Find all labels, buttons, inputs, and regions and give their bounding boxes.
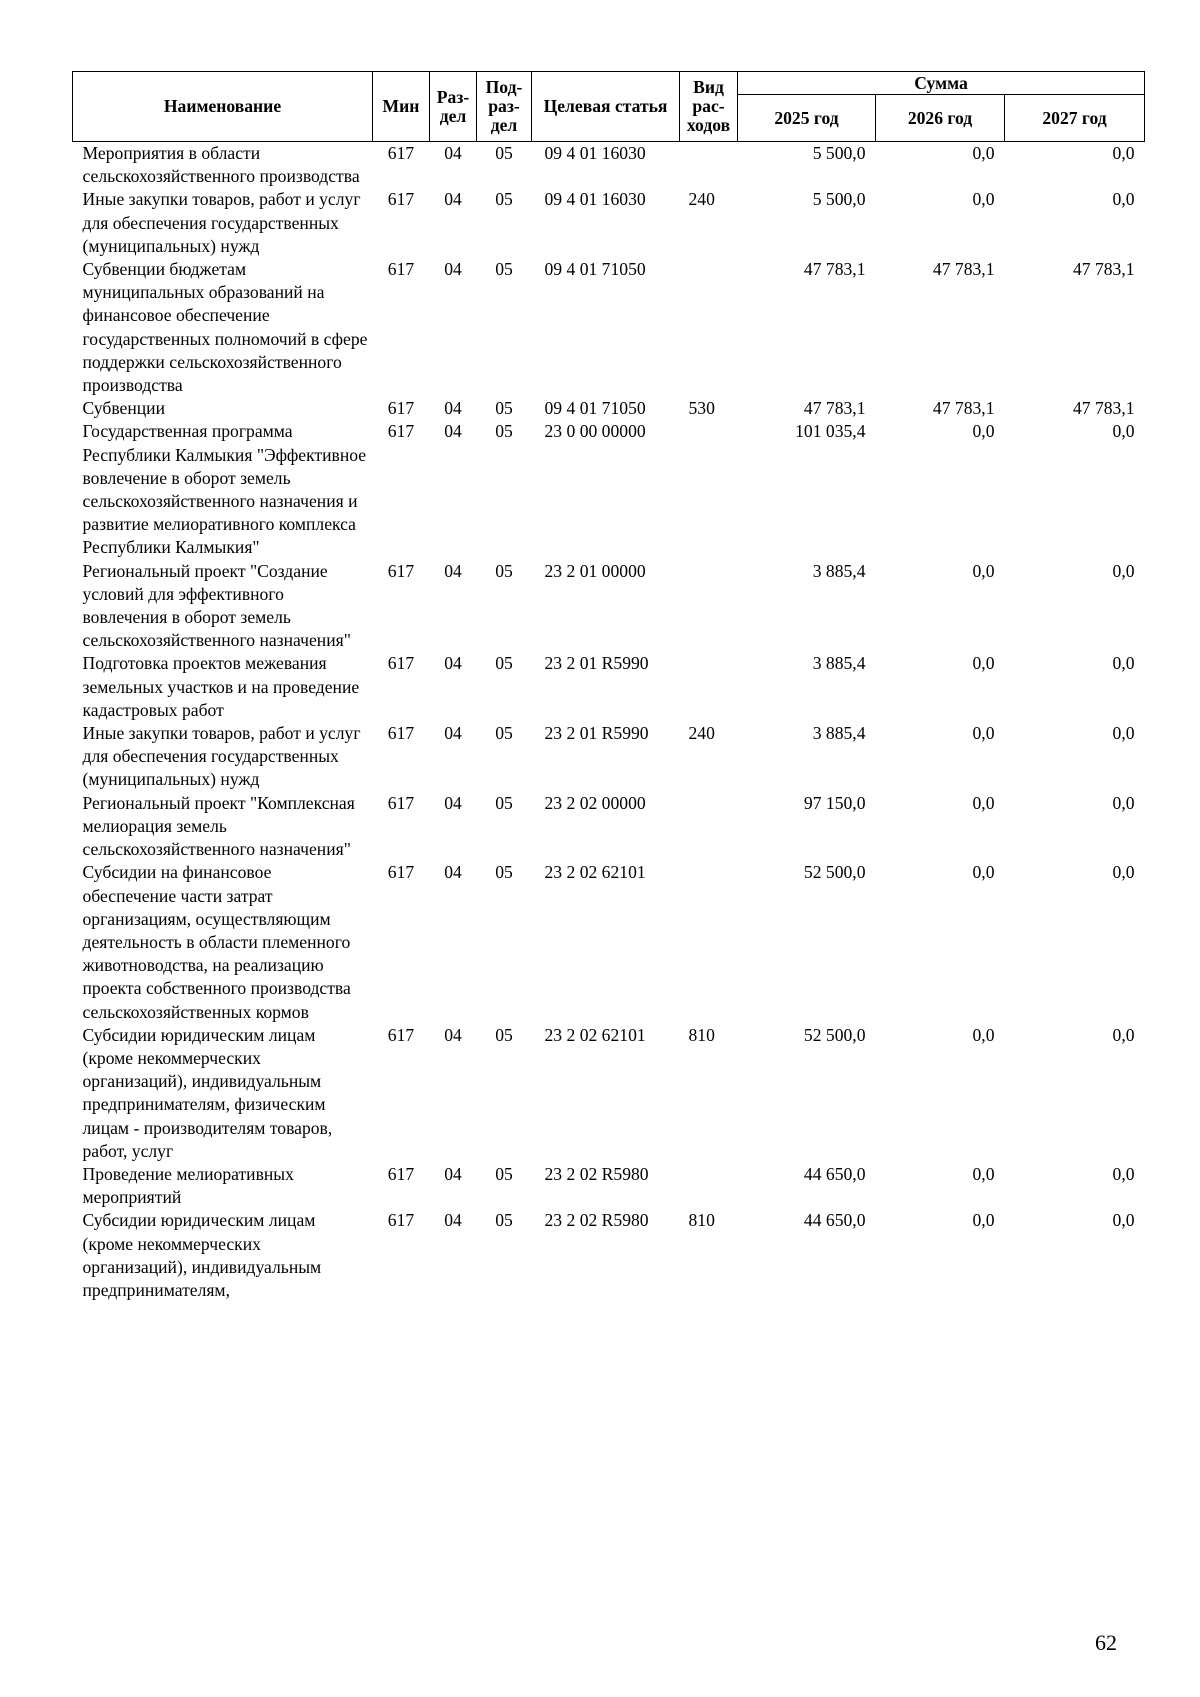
row-sum-2026: 0,0 <box>972 723 995 744</box>
row-razdel: 04 <box>444 792 462 813</box>
row-sum-2026: 0,0 <box>972 421 995 442</box>
row-razdel: 04 <box>444 1210 462 1231</box>
header-summa: Сумма <box>738 72 1145 95</box>
row-vid-rashodov <box>680 861 738 1023</box>
row-sum-2026: 0,0 <box>972 653 995 674</box>
row-podrazdel: 05 <box>495 653 513 674</box>
table-row <box>73 397 1145 420</box>
row-sum-2026: 0,0 <box>972 862 995 883</box>
row-name: Субсидии юридическим лицам (кроме некоммерческих организаций), индивидуальным предпринимателям, физическим лицам - производителям товаров, работ, услуг <box>82 1024 333 1161</box>
header-year-2027: 2027 год <box>1005 95 1145 142</box>
row-name: Субвенции <box>82 398 165 419</box>
row-podrazdel: 05 <box>495 1163 513 1184</box>
row-sum-2025: 52 500,0 <box>803 1024 866 1045</box>
row-celevaya-statya: 09 4 01 71050 <box>544 398 646 419</box>
header-min: Мин <box>373 72 430 142</box>
row-name: Проведение мелиоративных мероприятий <box>82 1163 294 1208</box>
row-sum-2027: 47 783,1 <box>1072 398 1135 419</box>
row-razdel: 04 <box>444 398 462 419</box>
row-name: Иные закупки товаров, работ и услуг для обеспечения государственных (муниципальных) нужд <box>82 723 361 790</box>
row-celevaya-statya: 23 2 02 00000 <box>544 792 646 813</box>
row-min: 617 <box>387 723 415 744</box>
row-sum-2025: 52 500,0 <box>803 862 866 883</box>
row-sum-2025: 3 885,4 <box>812 560 866 581</box>
row-razdel: 04 <box>444 259 462 280</box>
row-sum-2026: 0,0 <box>972 792 995 813</box>
row-sum-2027: 47 783,1 <box>1072 259 1135 280</box>
row-sum-2025: 3 885,4 <box>812 653 866 674</box>
row-sum-2025: 5 500,0 <box>812 189 866 210</box>
row-vid-rashodov: 810 <box>688 1210 715 1231</box>
row-sum-2027: 0,0 <box>1112 143 1135 163</box>
row-vid-rashodov: 810 <box>688 1024 715 1045</box>
row-min: 617 <box>387 1024 415 1045</box>
row-sum-2025: 5 500,0 <box>812 143 866 163</box>
row-name: Региональный проект "Создание условий для эффективного вовлечения в оборот земель сельскохозяйственного назначения" <box>82 560 351 651</box>
table-row <box>73 560 1145 653</box>
row-min: 617 <box>387 143 415 163</box>
table-row <box>73 722 1145 792</box>
row-celevaya-statya: 23 2 02 R5980 <box>544 1163 649 1184</box>
row-name: Субсидии юридическим лицам (кроме некоммерческих организаций), индивидуальным предпринимателям, <box>82 1210 322 1300</box>
row-sum-2027: 0,0 <box>1112 560 1135 581</box>
header-name: Наименование <box>73 72 373 142</box>
table-row <box>73 1163 1145 1209</box>
table-row <box>73 861 1145 1023</box>
row-sum-2026: 0,0 <box>972 189 995 210</box>
row-sum-2026: 0,0 <box>972 560 995 581</box>
row-sum-2025: 44 650,0 <box>803 1163 866 1184</box>
table-row <box>73 258 1145 397</box>
row-podrazdel: 05 <box>495 862 513 883</box>
row-celevaya-statya: 23 2 02 R5980 <box>544 1210 649 1231</box>
row-razdel: 04 <box>444 421 462 442</box>
row-name: Региональный проект "Комплексная мелиорация земель сельскохозяйственного назначения" <box>82 792 355 860</box>
row-sum-2025: 47 783,1 <box>803 398 866 419</box>
row-celevaya-statya: 09 4 01 16030 <box>544 189 646 210</box>
row-vid-rashodov: 240 <box>688 723 715 744</box>
row-podrazdel: 05 <box>495 259 513 280</box>
row-name: Субсидии на финансовое обеспечение части затрат организациям, осуществляющим деятельность в области племенного животноводства, на реализацию проекта собственного производства сельскохозяйственных кормов <box>82 862 351 1022</box>
row-min: 617 <box>387 653 415 674</box>
table-row <box>73 142 1145 189</box>
row-sum-2026: 47 783,1 <box>932 259 995 280</box>
row-podrazdel: 05 <box>495 560 513 581</box>
row-razdel: 04 <box>444 862 462 883</box>
header-podrazdel: Под-раз-дел <box>477 72 532 142</box>
row-sum-2027: 0,0 <box>1112 421 1135 442</box>
row-vid-rashodov <box>680 560 738 653</box>
table-row <box>73 188 1145 258</box>
row-min: 617 <box>387 259 415 280</box>
row-podrazdel: 05 <box>495 1024 513 1045</box>
row-razdel: 04 <box>444 723 462 744</box>
row-sum-2027: 0,0 <box>1112 1024 1135 1045</box>
row-sum-2025: 44 650,0 <box>803 1210 866 1231</box>
row-podrazdel: 05 <box>495 792 513 813</box>
row-name: Мероприятия в области сельскохозяйственного производства <box>82 143 360 187</box>
row-name: Иные закупки товаров, работ и услуг для обеспечения государственных (муниципальных) нужд <box>82 189 361 256</box>
row-vid-rashodov <box>680 792 738 862</box>
row-min: 617 <box>387 398 415 419</box>
row-podrazdel: 05 <box>495 421 513 442</box>
row-min: 617 <box>387 421 415 442</box>
row-sum-2026: 0,0 <box>972 143 995 163</box>
table-row <box>73 652 1145 722</box>
header-year-2026: 2026 год <box>876 95 1005 142</box>
row-name: Субвенции бюджетам муниципальных образований на финансовое обеспечение государственных полномочий в сфере поддержки сельскохозяйственного производства <box>82 259 368 396</box>
row-razdel: 04 <box>444 1163 462 1184</box>
row-min: 617 <box>387 1210 415 1231</box>
header-year-2025: 2025 год <box>738 95 876 142</box>
row-podrazdel: 05 <box>495 143 513 163</box>
row-sum-2027: 0,0 <box>1112 1163 1135 1184</box>
row-razdel: 04 <box>444 143 462 163</box>
row-sum-2025: 101 035,4 <box>795 421 866 442</box>
row-min: 617 <box>387 560 415 581</box>
row-sum-2027: 0,0 <box>1112 653 1135 674</box>
row-celevaya-statya: 23 2 02 62101 <box>544 862 646 883</box>
row-vid-rashodov <box>680 652 738 722</box>
row-razdel: 04 <box>444 189 462 210</box>
row-vid-rashodov <box>680 420 738 559</box>
row-razdel: 04 <box>444 560 462 581</box>
row-sum-2025: 3 885,4 <box>812 723 866 744</box>
row-min: 617 <box>387 862 415 883</box>
row-sum-2026: 0,0 <box>972 1210 995 1231</box>
row-celevaya-statya: 23 2 01 00000 <box>544 560 646 581</box>
row-sum-2027: 0,0 <box>1112 1210 1135 1231</box>
row-sum-2026: 0,0 <box>972 1163 995 1184</box>
row-vid-rashodov <box>680 142 738 189</box>
row-celevaya-statya: 23 2 02 62101 <box>544 1024 646 1045</box>
row-celevaya-statya: 09 4 01 16030 <box>544 143 646 163</box>
row-podrazdel: 05 <box>495 398 513 419</box>
row-name: Подготовка проектов межевания земельных участков и на проведение кадастровых работ <box>82 653 360 720</box>
row-sum-2027: 0,0 <box>1112 792 1135 813</box>
row-sum-2026: 0,0 <box>972 1024 995 1045</box>
table-row <box>73 1024 1145 1163</box>
header-razdel: Раз-дел <box>430 72 477 142</box>
header-vid-rashodov: Вид рас-ходов <box>680 72 738 142</box>
row-razdel: 04 <box>444 1024 462 1045</box>
row-sum-2025: 47 783,1 <box>803 259 866 280</box>
row-sum-2025: 97 150,0 <box>803 792 866 813</box>
row-min: 617 <box>387 792 415 813</box>
table-row <box>73 1209 1145 1302</box>
row-podrazdel: 05 <box>495 723 513 744</box>
document-page <box>72 71 1144 1302</box>
header-celevaya-statya: Целевая статья <box>532 72 680 142</box>
row-vid-rashodov <box>680 258 738 397</box>
row-min: 617 <box>387 1163 415 1184</box>
row-razdel: 04 <box>444 653 462 674</box>
row-min: 617 <box>387 189 415 210</box>
row-name: Государственная программа Республики Калмыкия "Эффективное вовлечение в оборот земель сельскохозяйственного назначения и развитие мелиоративного комплекса Республики Калмыкия" <box>82 421 367 558</box>
table-row <box>73 420 1145 559</box>
row-celevaya-statya: 23 0 00 00000 <box>544 421 646 442</box>
row-vid-rashodov: 530 <box>688 398 715 419</box>
row-vid-rashodov <box>680 1163 738 1209</box>
row-vid-rashodov: 240 <box>688 189 715 210</box>
row-celevaya-statya: 23 2 01 R5990 <box>544 653 649 674</box>
row-sum-2026: 47 783,1 <box>932 398 995 419</box>
row-podrazdel: 05 <box>495 189 513 210</box>
row-sum-2027: 0,0 <box>1112 189 1135 210</box>
row-celevaya-statya: 09 4 01 71050 <box>544 259 646 280</box>
row-sum-2027: 0,0 <box>1112 862 1135 883</box>
table-header <box>73 72 1145 142</box>
row-celevaya-statya: 23 2 01 R5990 <box>544 723 649 744</box>
budget-table <box>72 71 1145 1302</box>
row-sum-2027: 0,0 <box>1112 723 1135 744</box>
table-body <box>73 142 1145 1303</box>
page-number: 62 <box>1095 1630 1117 1655</box>
row-podrazdel: 05 <box>495 1210 513 1231</box>
table-row <box>73 792 1145 862</box>
